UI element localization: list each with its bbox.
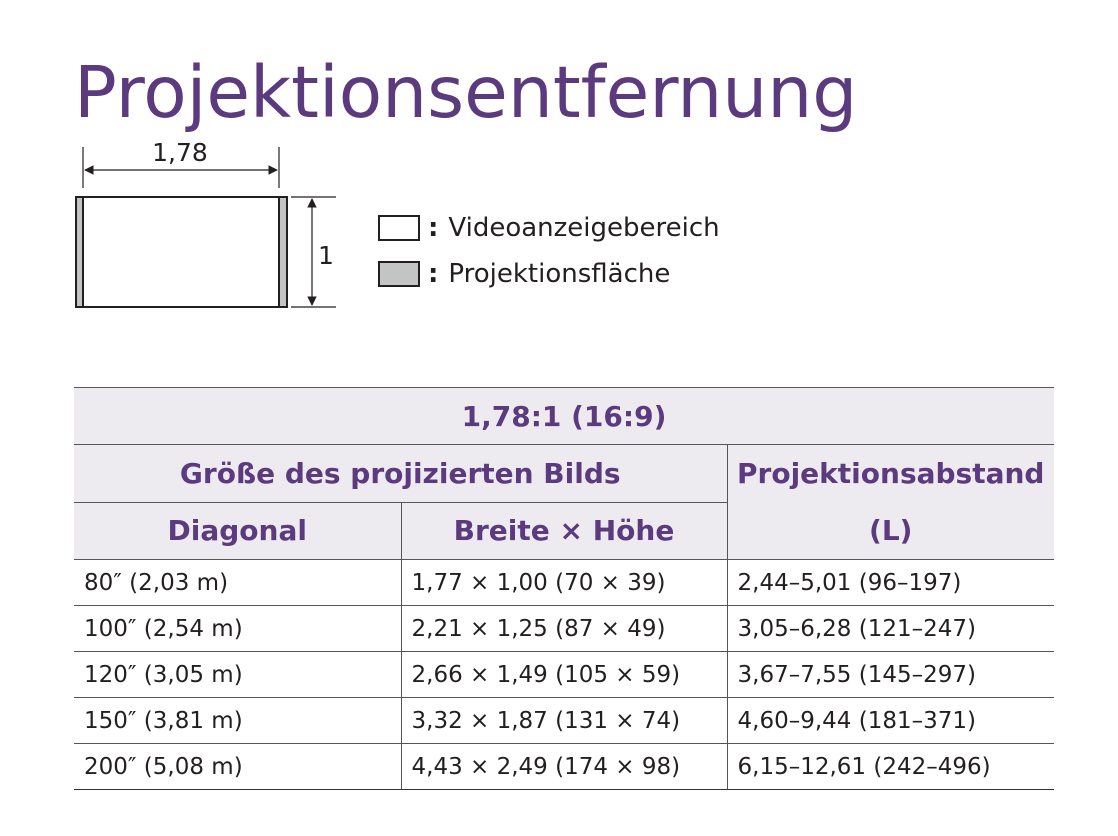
table-header-row xyxy=(74,388,1054,445)
diagonal-header: Diagonal xyxy=(74,502,401,560)
table-row xyxy=(74,698,1054,744)
width-height-cell: 2,66 × 1,49 (105 × 59) xyxy=(401,652,727,698)
distance-cell: 2,44–5,01 (96–197) xyxy=(727,560,1054,606)
legend-item-video-area xyxy=(378,205,720,251)
table-row xyxy=(74,606,1054,652)
width-height-cell: 2,21 × 1,25 (87 × 49) xyxy=(401,606,727,652)
legend-label: Projektionsfläche xyxy=(448,259,671,289)
projection-distance-header-line1: Projektionsabstand xyxy=(737,457,1045,490)
video-display-area xyxy=(83,197,279,307)
height-label: 1 xyxy=(318,241,334,270)
width-height-cell: 3,32 × 1,87 (131 × 74) xyxy=(401,698,727,744)
projection-distance-header-line2: (L) xyxy=(869,514,913,547)
width-label: 1,78 xyxy=(152,138,208,167)
legend-colon: : xyxy=(428,259,439,289)
distance-cell: 6,15–12,61 (242–496) xyxy=(727,744,1054,790)
diagonal-cell: 80″ (2,03 m) xyxy=(74,560,401,606)
distance-cell: 3,05–6,28 (121–247) xyxy=(727,606,1054,652)
table-header-row xyxy=(74,445,1054,503)
legend-label: Videoanzeigebereich xyxy=(448,213,720,243)
projection-distance-table xyxy=(74,387,1054,790)
distance-cell: 4,60–9,44 (181–371) xyxy=(727,698,1054,744)
diagonal-cell: 100″ (2,54 m) xyxy=(74,606,401,652)
legend xyxy=(378,205,720,297)
diagonal-cell: 200″ (5,08 m) xyxy=(74,744,401,790)
diagonal-cell: 150″ (3,81 m) xyxy=(74,698,401,744)
gray-swatch-icon xyxy=(378,261,420,287)
legend-colon: : xyxy=(428,213,439,243)
legend-item-projection-surface xyxy=(378,251,720,297)
diagonal-cell: 120″ (3,05 m) xyxy=(74,652,401,698)
screen-dimension-diagram xyxy=(60,130,350,315)
table-row xyxy=(74,560,1054,606)
aspect-ratio-diagram xyxy=(60,130,350,319)
table-row xyxy=(74,652,1054,698)
aspect-ratio-header: 1,78:1 (16:9) xyxy=(74,388,1054,445)
width-height-cell: 4,43 × 2,49 (174 × 98) xyxy=(401,744,727,790)
table-row xyxy=(74,744,1054,790)
projection-distance-header xyxy=(727,445,1054,560)
page-title: Projektionsentfernung xyxy=(74,50,858,134)
white-swatch-icon xyxy=(378,215,420,241)
image-size-header: Größe des projizierten Bilds xyxy=(74,445,727,503)
width-height-header: Breite × Höhe xyxy=(401,502,727,560)
width-height-cell: 1,77 × 1,00 (70 × 39) xyxy=(401,560,727,606)
distance-cell: 3,67–7,55 (145–297) xyxy=(727,652,1054,698)
